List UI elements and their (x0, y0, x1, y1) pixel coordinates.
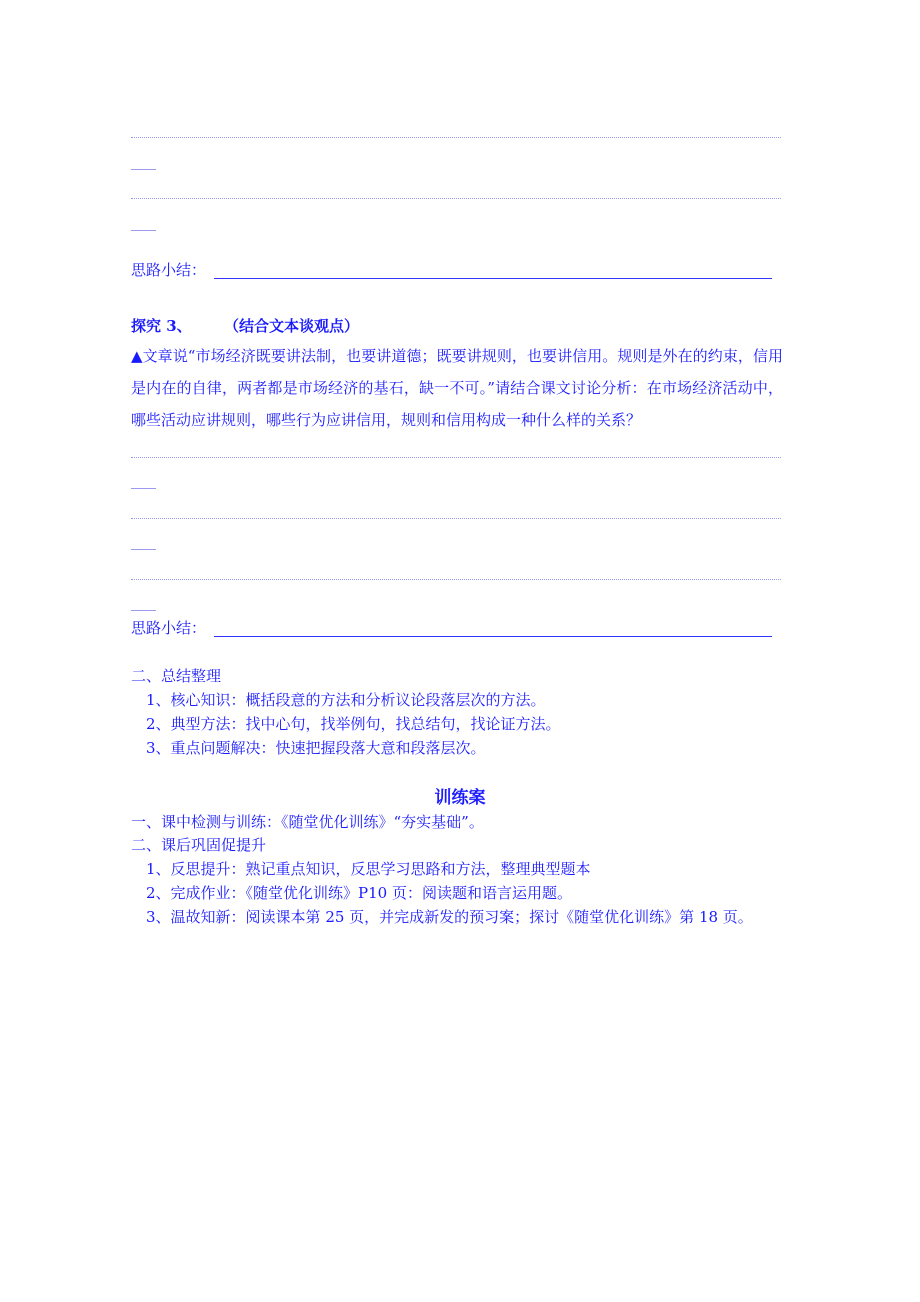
answer-line-tail (131, 169, 156, 170)
training-section1: 一、课中检测与训练：《随堂优化训练》“夯实基础”。 (131, 813, 484, 831)
summary-heading: 二、总结整理 (131, 667, 222, 685)
summary-line[interactable] (214, 636, 772, 637)
answer-line[interactable] (131, 137, 781, 138)
answer-line[interactable] (131, 198, 781, 199)
training-item: 2、完成作业：《随堂优化训练》P10 页：阅读题和语言运用题。 (146, 884, 572, 902)
summary-item: 2、典型方法：找中心句，找举例句，找总结句，找论证方法。 (146, 715, 561, 733)
summary-label: 思路小结： (131, 619, 207, 637)
training-item: 3、温故知新：阅读课本第 25 页，并完成新发的预习案；探讨《随堂优化训练》第 18 页。 (146, 908, 753, 926)
answer-line-tail (131, 230, 156, 231)
inquiry3-question: ▲文章说“市场经济既要讲法制，也要讲道德；既要讲规则，也要讲信用。规则是外在的约束，信用是内在的自律，两者都是市场经济的基石，缺一不可。”请结合课文讨论分析：在市场经济活动中，哪些活动应讲规则，哪些行为应讲信用，规则和信用构成一种什么样的关系？ (131, 347, 783, 429)
summary-item: 1、核心知识：概括段意的方法和分析议论段落层次的方法。 (146, 691, 546, 709)
answer-line[interactable] (131, 457, 781, 458)
answer-line[interactable] (131, 518, 781, 519)
inquiry3-subtitle: （结合文本谈观点） (224, 317, 360, 335)
training-section2: 二、课后巩固促提升 (131, 836, 267, 854)
summary-label: 思路小结： (131, 261, 207, 279)
answer-line-tail (131, 549, 156, 550)
training-item: 1、反思提升：熟记重点知识，反思学习思路和方法，整理典型题本 (146, 860, 591, 878)
inquiry3-title: 探究 3、 (131, 317, 192, 335)
summary-item: 3、重点问题解决：快速把握段落大意和段落层次。 (146, 739, 486, 757)
answer-line-tail (131, 488, 156, 489)
training-title: 训练案 (434, 788, 486, 808)
answer-line[interactable] (131, 579, 781, 580)
summary-line[interactable] (214, 278, 772, 279)
answer-line-tail (131, 610, 156, 611)
